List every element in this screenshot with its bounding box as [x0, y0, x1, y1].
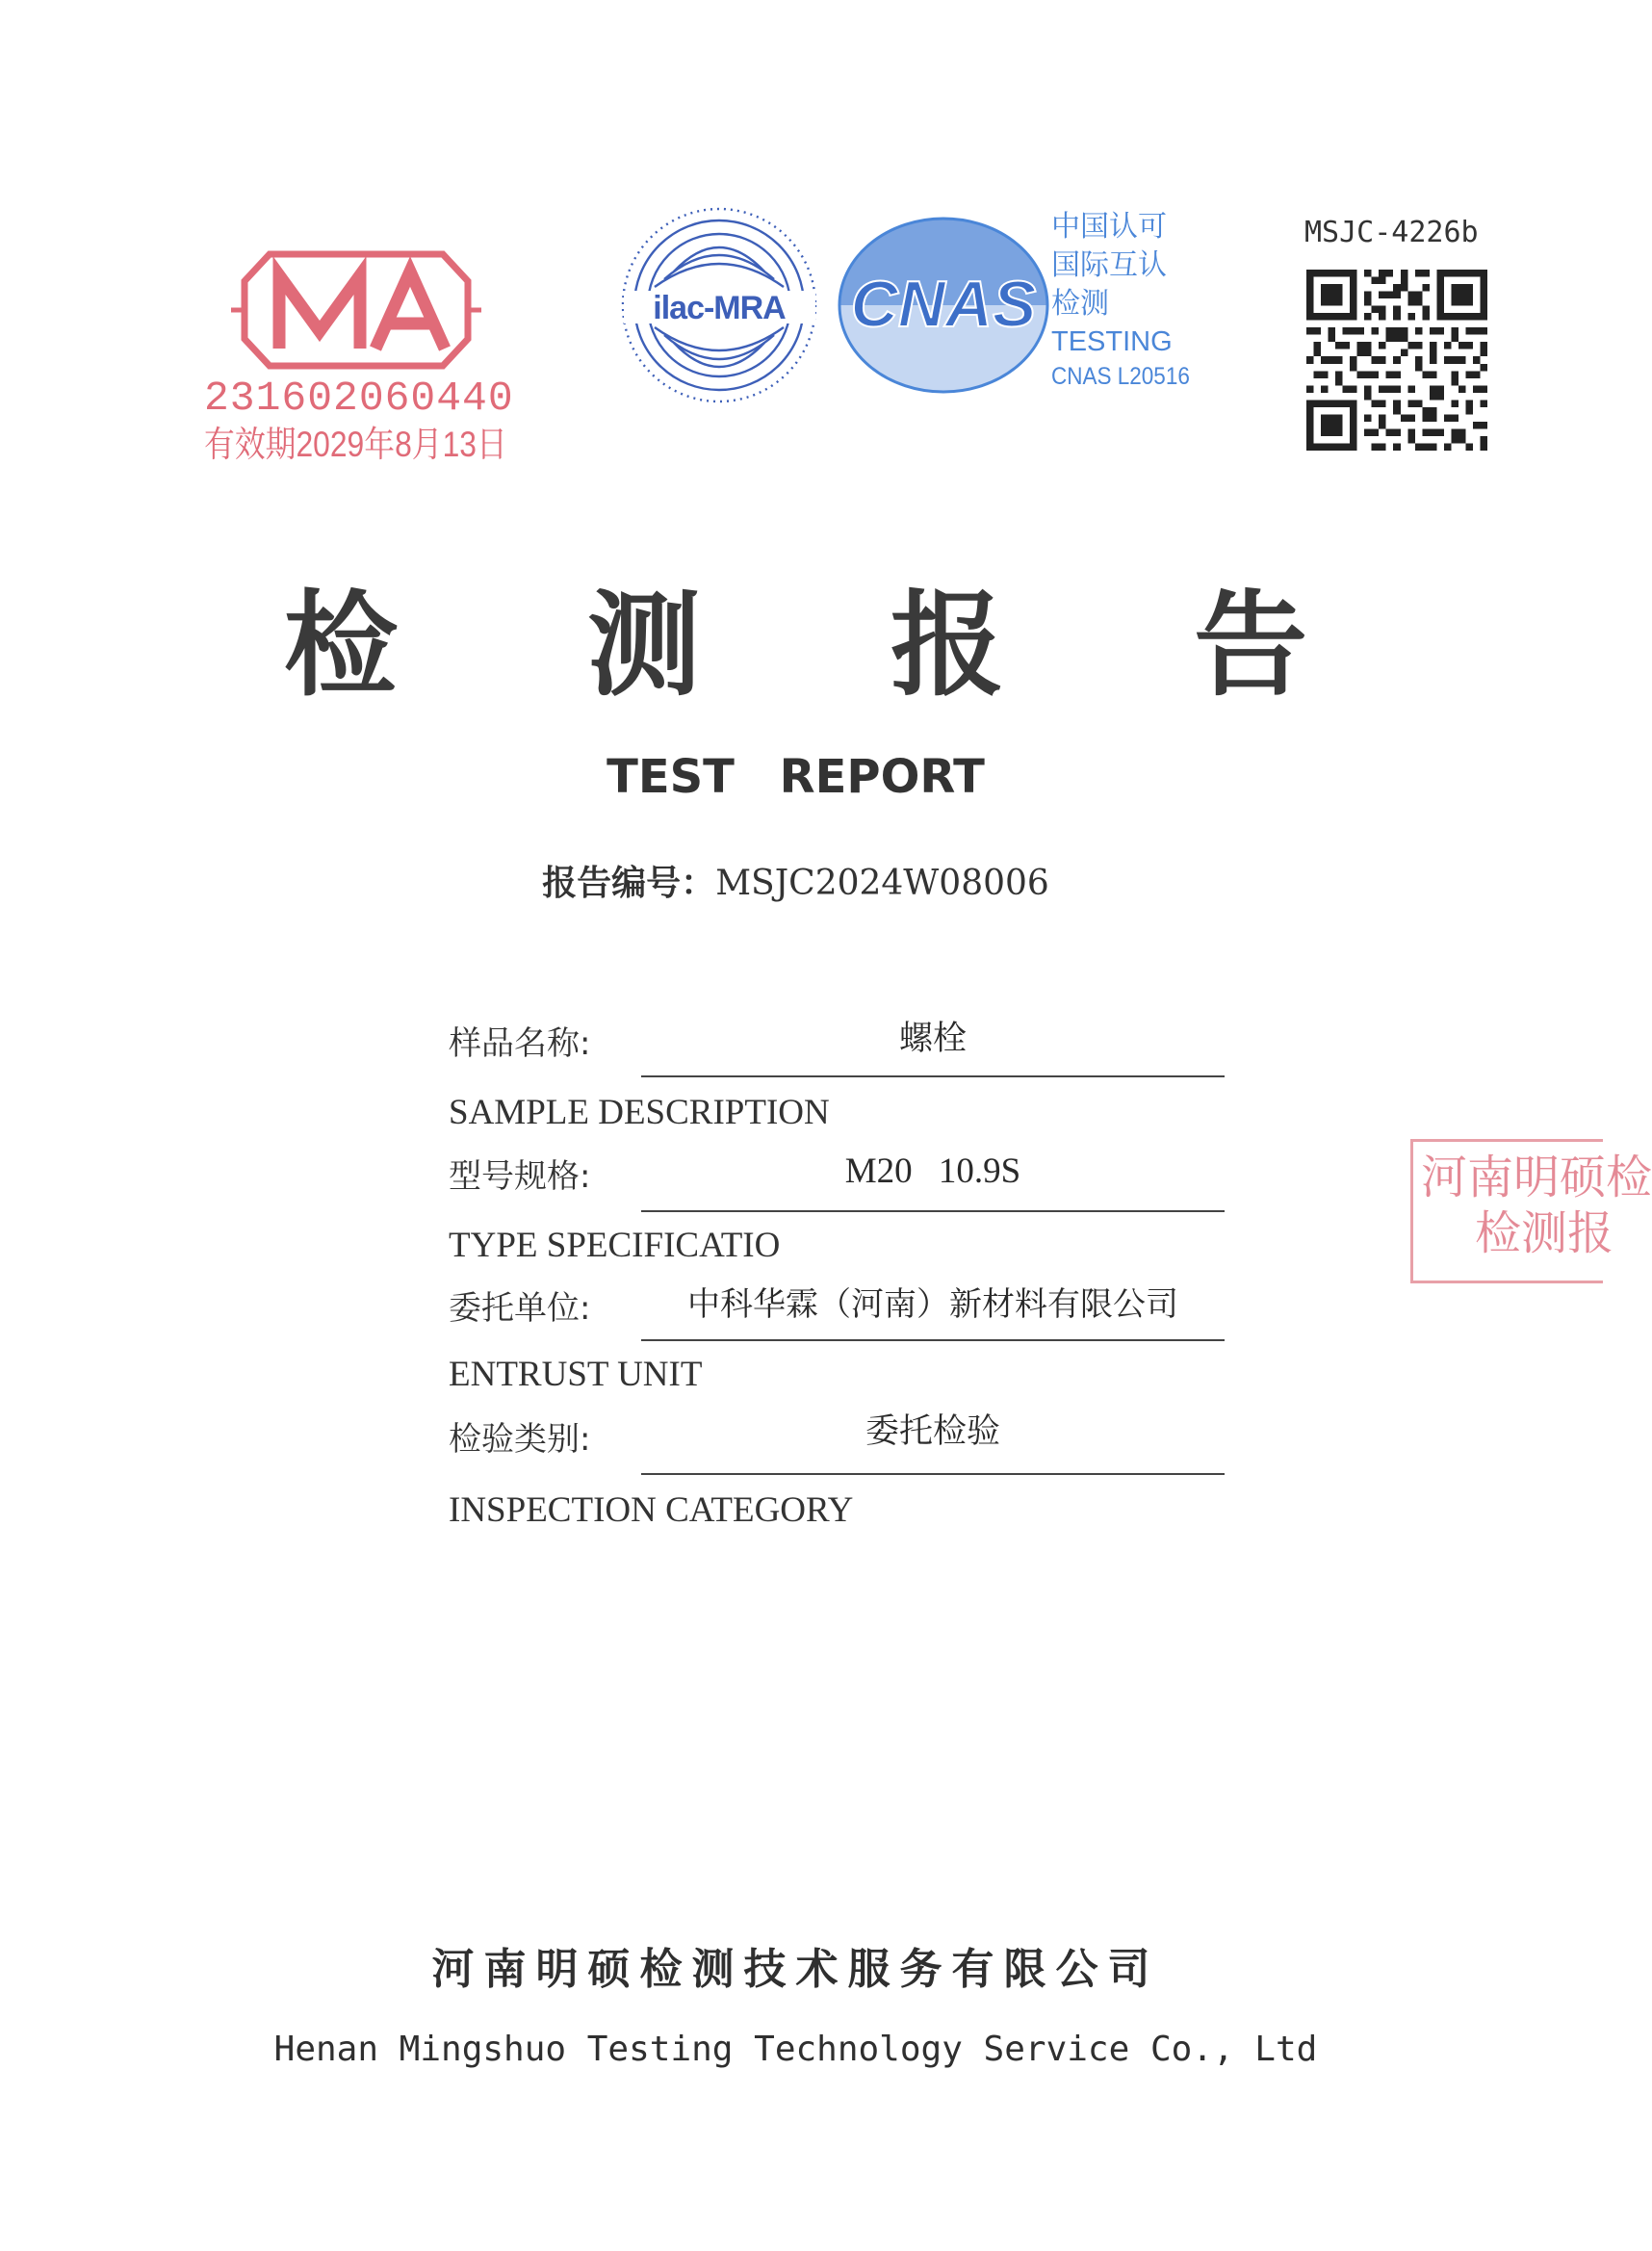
- cnas-line-1: 中国认可: [1051, 211, 1167, 243]
- inspection-category-underline: [641, 1473, 1225, 1475]
- svg-text:ilac-MRA: ilac-MRA: [653, 290, 786, 326]
- report-title-cn: 检 测 报 告: [283, 578, 1383, 712]
- cma-certificate-number: 231602060440: [204, 375, 514, 422]
- sample-name-value: 螺栓: [898, 1020, 967, 1058]
- cnas-line-3: 检测: [1051, 288, 1109, 320]
- report-number-label: 报告编号：: [542, 864, 716, 903]
- report-number-value: MSJC2024W08006: [715, 864, 1049, 903]
- cnas-logo-icon: [828, 214, 1059, 397]
- entrust-unit-en-label: ENTRUST UNIT: [449, 1355, 703, 1394]
- qr-code-icon: [1306, 270, 1487, 451]
- company-name-cn: 河南明硕检测技术服务有限公司: [431, 1945, 1160, 1994]
- cma-validity-date: 有效期2029年8月13日: [204, 425, 507, 464]
- ilac-mra-logo-icon: [616, 202, 823, 409]
- report-title-en: TEST REPORT: [607, 750, 985, 804]
- side-seal-line-1: 河南明硕检: [1421, 1151, 1652, 1204]
- cnas-accreditation-text: [1051, 208, 1205, 393]
- svg-text:CNAS: CNAS: [850, 268, 1037, 341]
- document-code: MSJC-4226b: [1304, 216, 1479, 249]
- report-number: [0, 861, 1591, 907]
- inspection-category-value: 委托检验: [865, 1412, 1000, 1451]
- entrust-unit-underline: [641, 1339, 1225, 1341]
- cnas-line-4: TESTING: [1051, 326, 1173, 357]
- entrust-unit-value: 中科华霖（河南）新材料有限公司: [687, 1285, 1178, 1324]
- type-spec-underline: [641, 1210, 1225, 1212]
- type-spec-label: 型号规格:: [449, 1157, 591, 1196]
- type-specification-label: TYPE SPECIFICATIO: [449, 1226, 781, 1265]
- sample-description-label: SAMPLE DESCRIPTION: [449, 1093, 830, 1132]
- side-seal-stamp: [1410, 1139, 1652, 1283]
- inspection-category-label: 检验类别:: [449, 1420, 591, 1459]
- type-spec-value: M20 10.9S: [844, 1151, 1021, 1191]
- cma-logo-icon: [231, 243, 481, 377]
- cnas-line-2: 国际互认: [1051, 249, 1167, 281]
- entrust-unit-label: 委托单位:: [449, 1289, 591, 1328]
- sample-name-underline: [641, 1075, 1225, 1077]
- sample-name-label: 样品名称:: [449, 1024, 591, 1063]
- inspection-category-en-label: INSPECTION CATEGORY: [449, 1490, 854, 1530]
- company-name-en: Henan Mingshuo Testing Technology Service Co., Ltd: [273, 2030, 1318, 2069]
- side-seal-line-2: 检测报: [1475, 1206, 1614, 1260]
- cnas-accreditation-code: CNAS L20516: [1051, 363, 1190, 390]
